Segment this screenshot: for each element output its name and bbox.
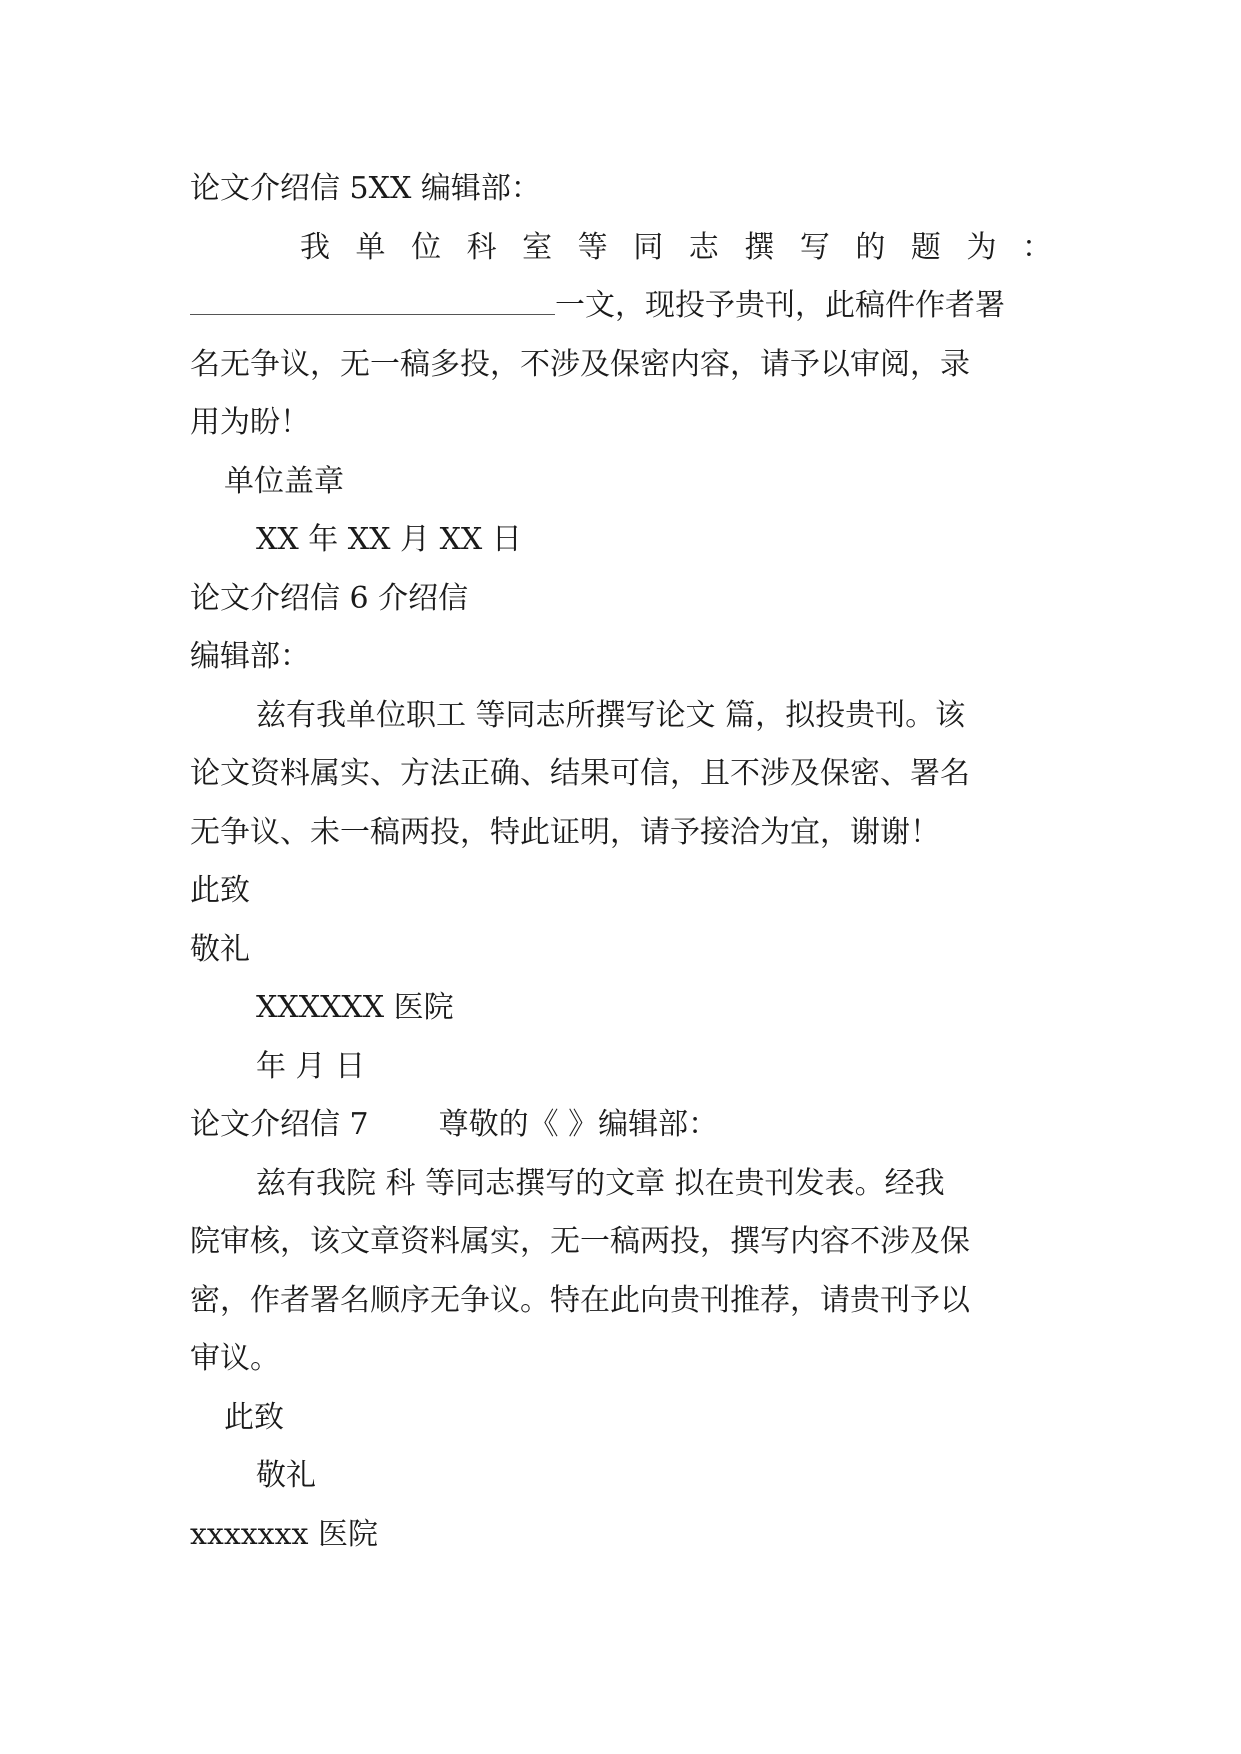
letter7-closing-2: 敬礼 (256, 1458, 316, 1493)
letter7-paragraph-line-4: 审议。 (190, 1341, 280, 1376)
letter5-paragraph-line-2 (190, 277, 1052, 336)
letter5-paragraph-line-3: 名无争议，无一稿多投，不涉及保密内容，请予以审阅，录 (190, 346, 970, 382)
letter7-heading-addressee: 尊敬的《 》编辑部： (438, 1107, 719, 1142)
letter5-date: XX 年 XX 月 XX 日 (256, 522, 522, 557)
letter5-paragraph-line-4: 用为盼！ (190, 405, 310, 440)
document-page (190, 160, 1052, 1564)
letter7-closing-1: 此致 (224, 1399, 284, 1435)
letter6-paragraph-line-2: 论文资料属实、方法正确、结果可信，且不涉及保密、署名 (190, 756, 970, 791)
letter7-heading-prefix: 论文介绍信 7 (190, 1107, 369, 1142)
letter7-paragraph-line-3: 密，作者署名顺序无争议。特在此向贵刊推荐，请贵刊予以 (190, 1282, 970, 1318)
letter7-paragraph-line-1: 兹有我院 科 等同志撰写的文章 拟在贵刊发表。经我 (256, 1165, 945, 1201)
letter6-addressee: 编辑部： (190, 639, 310, 674)
title-blank-underline (190, 284, 555, 315)
letter7-heading (190, 1096, 1052, 1155)
letter6-paragraph-line-1: 兹有我单位职工 等同志所撰写论文 篇，拟投贵刊。该 (256, 697, 966, 733)
letter5-heading: 论文介绍信 5XX 编辑部： (190, 171, 541, 206)
letter5-paragraph-line-1: 我 单 位 科 室 等 同 志 撰 写 的 题 为 ： (300, 229, 1052, 265)
letter6-closing-2: 敬礼 (190, 931, 250, 967)
letter6-closing-1: 此致 (190, 873, 250, 908)
letter6-date: 年 月 日 (256, 1048, 366, 1084)
letter5-seal: 单位盖章 (224, 463, 344, 499)
letter5-paragraph-line-2-text: 一文，现投予贵刊，此稿件作者署 (555, 288, 1005, 323)
letter6-heading: 论文介绍信 6 介绍信 (190, 580, 469, 616)
letter7-signature: xxxxxxx 医院 (190, 1516, 378, 1552)
letter6-paragraph-line-3: 无争议、未一稿两投，特此证明，请予接洽为宜，谢谢！ (190, 814, 940, 850)
letter7-paragraph-line-2: 院审核，该文章资料属实，无一稿两投，撰写内容不涉及保 (190, 1224, 970, 1259)
letter6-signature: XXXXXX 医院 (256, 990, 454, 1025)
